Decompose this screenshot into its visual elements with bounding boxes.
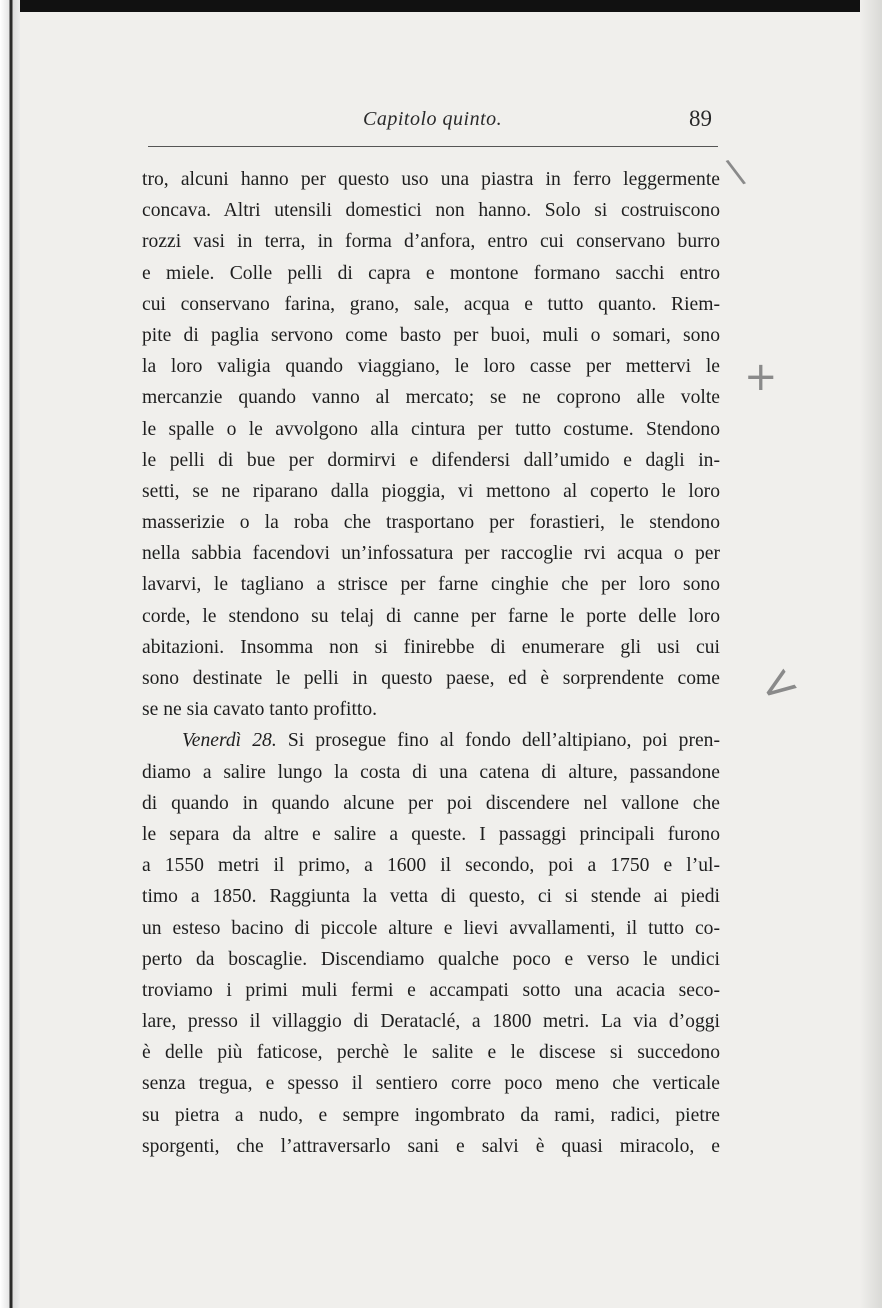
text-line: su pietra a nudo, e sempre ingombrato da rami, radici, pietre xyxy=(142,1104,720,1126)
text-line: masserizie o la roba che trasportano per forastieri, le stendono xyxy=(142,512,720,534)
entry-date: Venerdì 28. xyxy=(182,730,277,752)
body-text xyxy=(142,164,720,1162)
text-line: timo a 1850. Raggiunta la vetta di questo, ci si stende ai piedi xyxy=(142,886,720,908)
running-title: Capitolo quinto. xyxy=(363,108,503,130)
text-span: Si prosegue fino al fondo dell’altipiano, poi pren- xyxy=(276,730,720,752)
scan-binding-edge xyxy=(0,0,20,1308)
paragraph xyxy=(142,725,720,1162)
margin-pencil-mark: \ xyxy=(723,151,748,193)
text-line: è delle più faticose, perchè le salite e le discese si succedono xyxy=(142,1042,720,1064)
text-line: e miele. Colle pelli di capra e montone formano sacchi entro xyxy=(142,262,720,284)
text-line: cui conservano farina, grano, sale, acqua e tutto quanto. Riem- xyxy=(142,293,720,315)
text-line: perto da boscaglie. Discendiamo qualche poco e verso le undici xyxy=(142,948,720,970)
text-line: diamo a salire lungo la costa di una catena di alture, passandone xyxy=(142,761,720,783)
text-line: un esteso bacino di piccole alture e lievi avvallamenti, il tutto co- xyxy=(142,917,720,939)
text-line: le pelli di bue per dormirvi e difendersi dall’umido e dagli in- xyxy=(142,449,720,471)
scan-right-edge xyxy=(860,0,882,1308)
text-line: pite di paglia servono come basto per buoi, muli o somari, sono xyxy=(142,324,720,346)
text-line: se ne sia cavato tanto profitto. xyxy=(142,699,378,721)
text-line: le separa da altre e salire a queste. I passaggi principali furono xyxy=(142,823,720,845)
text-line: a 1550 metri il primo, a 1600 il secondo, poi a 1750 e l’ul- xyxy=(142,855,720,877)
text-line: sono destinate le pelli in questo paese, ed è sorprendente come xyxy=(142,668,720,689)
text-line: corde, le stendono su telaj di canne per farne le porte delle loro xyxy=(142,605,720,627)
header-rule xyxy=(148,146,718,147)
margin-pencil-mark: + xyxy=(744,354,778,400)
text-line: rozzi vasi in terra, in forma d’anfora, entro cui conservano burro xyxy=(142,231,720,253)
text-line: tro, alcuni hanno per questo uso una piastra in ferro leggermente xyxy=(142,169,720,190)
running-head xyxy=(148,104,718,138)
text-line: setti, se ne riparano dalla pioggia, vi mettono al coperto le loro xyxy=(142,480,720,502)
text-line: abitazioni. Insomma non si finirebbe di enumerare gli usi cui xyxy=(142,636,720,658)
text-line: le spalle o le avvolgono alla cintura per tutto costume. Stendono xyxy=(142,418,720,440)
text-line: di quando in quando alcune per poi discendere nel vallone che xyxy=(142,792,720,814)
text-line: lare, presso il villaggio di Derataclé, a 1800 metri. La via d’oggi xyxy=(142,1011,720,1033)
text-line: la loro valigia quando viaggiano, le loro casse per mettervi le xyxy=(142,356,720,378)
text-line: lavarvi, le tagliano a strisce per farne cinghie che per loro sono xyxy=(142,574,720,596)
scan-top-edge xyxy=(0,0,882,12)
text-line xyxy=(142,725,720,756)
margin-pencil-mark: < xyxy=(748,654,809,717)
text-line: senza tregua, e spesso il sentiero corre poco meno che verticale xyxy=(142,1073,720,1095)
text-line: nella sabbia facendovi un’infossatura per raccoglie rvi acqua o per xyxy=(142,543,720,565)
paragraph xyxy=(142,164,720,725)
text-line: mercanzie quando vanno al mercato; se ne coprono alle volte xyxy=(142,387,720,409)
text-line: concava. Altri utensili domestici non hanno. Solo si costruiscono xyxy=(142,200,720,222)
text-line: sporgenti, che l’attraversarlo sani e salvi è quasi miracolo, e xyxy=(142,1135,720,1157)
text-line: troviamo i primi muli fermi e accampati sotto una acacia seco- xyxy=(142,979,720,1001)
page-number: 89 xyxy=(689,106,712,131)
